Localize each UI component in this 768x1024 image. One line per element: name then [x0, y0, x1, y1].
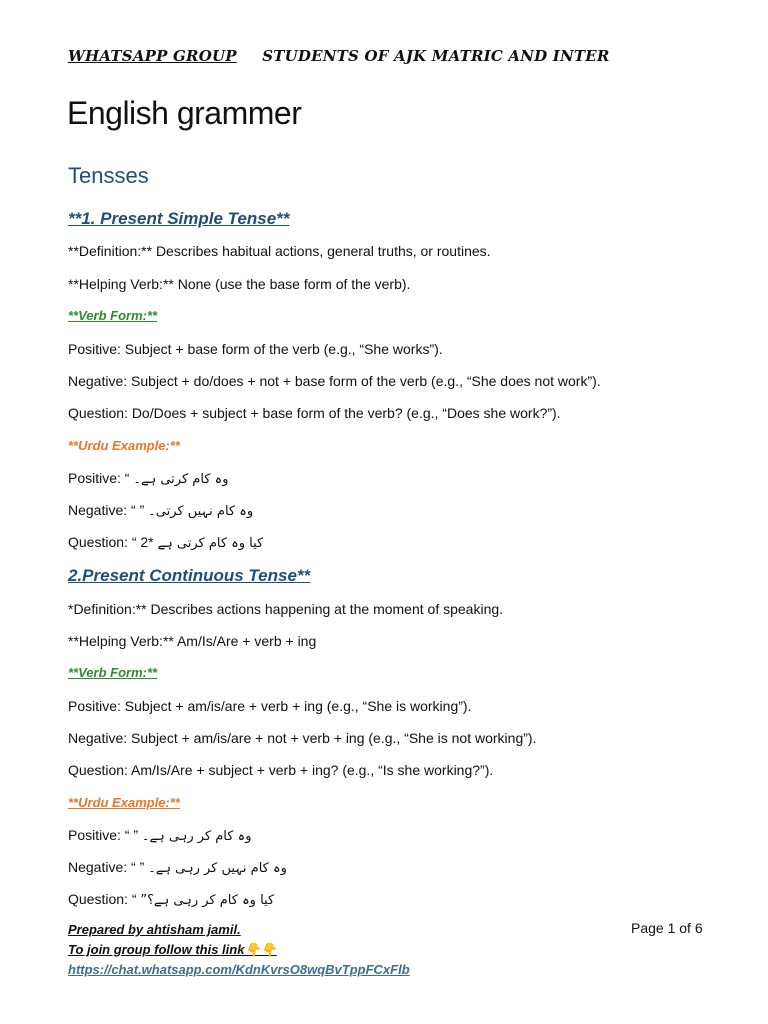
urdu-positive-prefix: Positive: “ ” — [68, 827, 139, 843]
section-heading-present-continuous: 2.Present Continuous Tense** — [68, 566, 311, 585]
urdu-negative-prefix: Negative: “ ” — [68, 859, 145, 875]
urdu-negative — [68, 502, 253, 519]
verb-form-question: Question: Am/Is/Are + subject + verb + ing? (e.g., “Is she working?”). — [68, 762, 494, 778]
urdu-question — [68, 534, 263, 551]
urdu-negative-text: وہ کام نہیں کرتی۔ — [148, 504, 254, 519]
verb-form-label — [68, 665, 157, 680]
urdu-example-label-text: **Urdu Example:** — [68, 795, 180, 810]
section-heading-present-simple: **1. Present Simple Tense** — [68, 209, 290, 228]
urdu-question-prefix: Question: “ — [68, 891, 137, 907]
urdu-question — [68, 891, 274, 908]
verb-form-negative: Negative: Subject + do/does + not + base form of the verb (e.g., “She does not work”). — [68, 373, 601, 389]
verb-form-positive: Positive: Subject + am/is/are + verb + ing (e.g., “She is working”). — [68, 698, 472, 714]
whatsapp-group-link[interactable]: https://chat.whatsapp.com/KdnKvrsO8wqBvTppFCxFlb — [68, 962, 410, 977]
section-definition: **Definition:** Describes habitual actions, general truths, or routines. — [68, 243, 491, 259]
page-footer — [68, 920, 410, 980]
verb-form-question: Question: Do/Does + subject + base form of the verb? (e.g., “Does she work?”). — [68, 405, 561, 421]
urdu-example-label: **Urdu Example:** — [68, 438, 180, 453]
urdu-positive-prefix: Positive: “ — [68, 470, 130, 486]
footer-join-text: To join group follow this link👇👇 — [68, 942, 277, 957]
urdu-example-label — [68, 795, 180, 810]
section-helping-verb: **Helping Verb:** None (use the base form of the verb). — [68, 276, 411, 292]
urdu-positive-text: وہ کام کر رہی ہے۔ — [141, 829, 252, 844]
verb-form-label-text: **Verb Form:** — [68, 665, 158, 680]
header-group-label: WHATSAPP GROUP — [68, 47, 237, 65]
document-title: English grammer — [67, 95, 302, 131]
verb-form-positive: Positive: Subject + base form of the verb (e.g., “She works”). — [68, 341, 443, 357]
urdu-positive — [68, 827, 251, 844]
urdu-positive-text: وہ کام کرتی ہے۔ — [133, 472, 229, 487]
verb-form-label — [68, 308, 157, 323]
urdu-question-text: کیا وہ کام کرتی ہے — [157, 536, 264, 551]
urdu-negative — [68, 859, 287, 876]
section-definition: *Definition:** Describes actions happening at the moment of speaking. — [68, 601, 504, 617]
verb-form-negative: Negative: Subject + am/is/are + not + verb + ing (e.g., “She is not working”). — [68, 730, 537, 746]
footer-prepared-by: Prepared by ahtisham jamil. — [68, 922, 241, 937]
header-group-name: STUDENTS OF AJK MATRIC AND INTER — [262, 47, 610, 65]
page-number: Page 1 of 6 — [631, 920, 703, 936]
urdu-question-prefix: Question: “ 2* — [68, 534, 154, 550]
urdu-negative-prefix: Negative: “ ” — [68, 502, 145, 518]
page-header — [68, 47, 610, 65]
urdu-negative-text: وہ کام نہیں کر رہی ہے۔ — [148, 861, 287, 876]
urdu-question-text: کیا وہ کام کر رہی ہے؟” — [140, 893, 275, 908]
verb-form-label-text: **Verb Form:** — [68, 308, 158, 323]
section-helping-verb: **Helping Verb:** Am/Is/Are + verb + ing — [68, 633, 317, 649]
urdu-positive — [68, 470, 229, 487]
document-subtitle: Tensses — [68, 163, 149, 188]
